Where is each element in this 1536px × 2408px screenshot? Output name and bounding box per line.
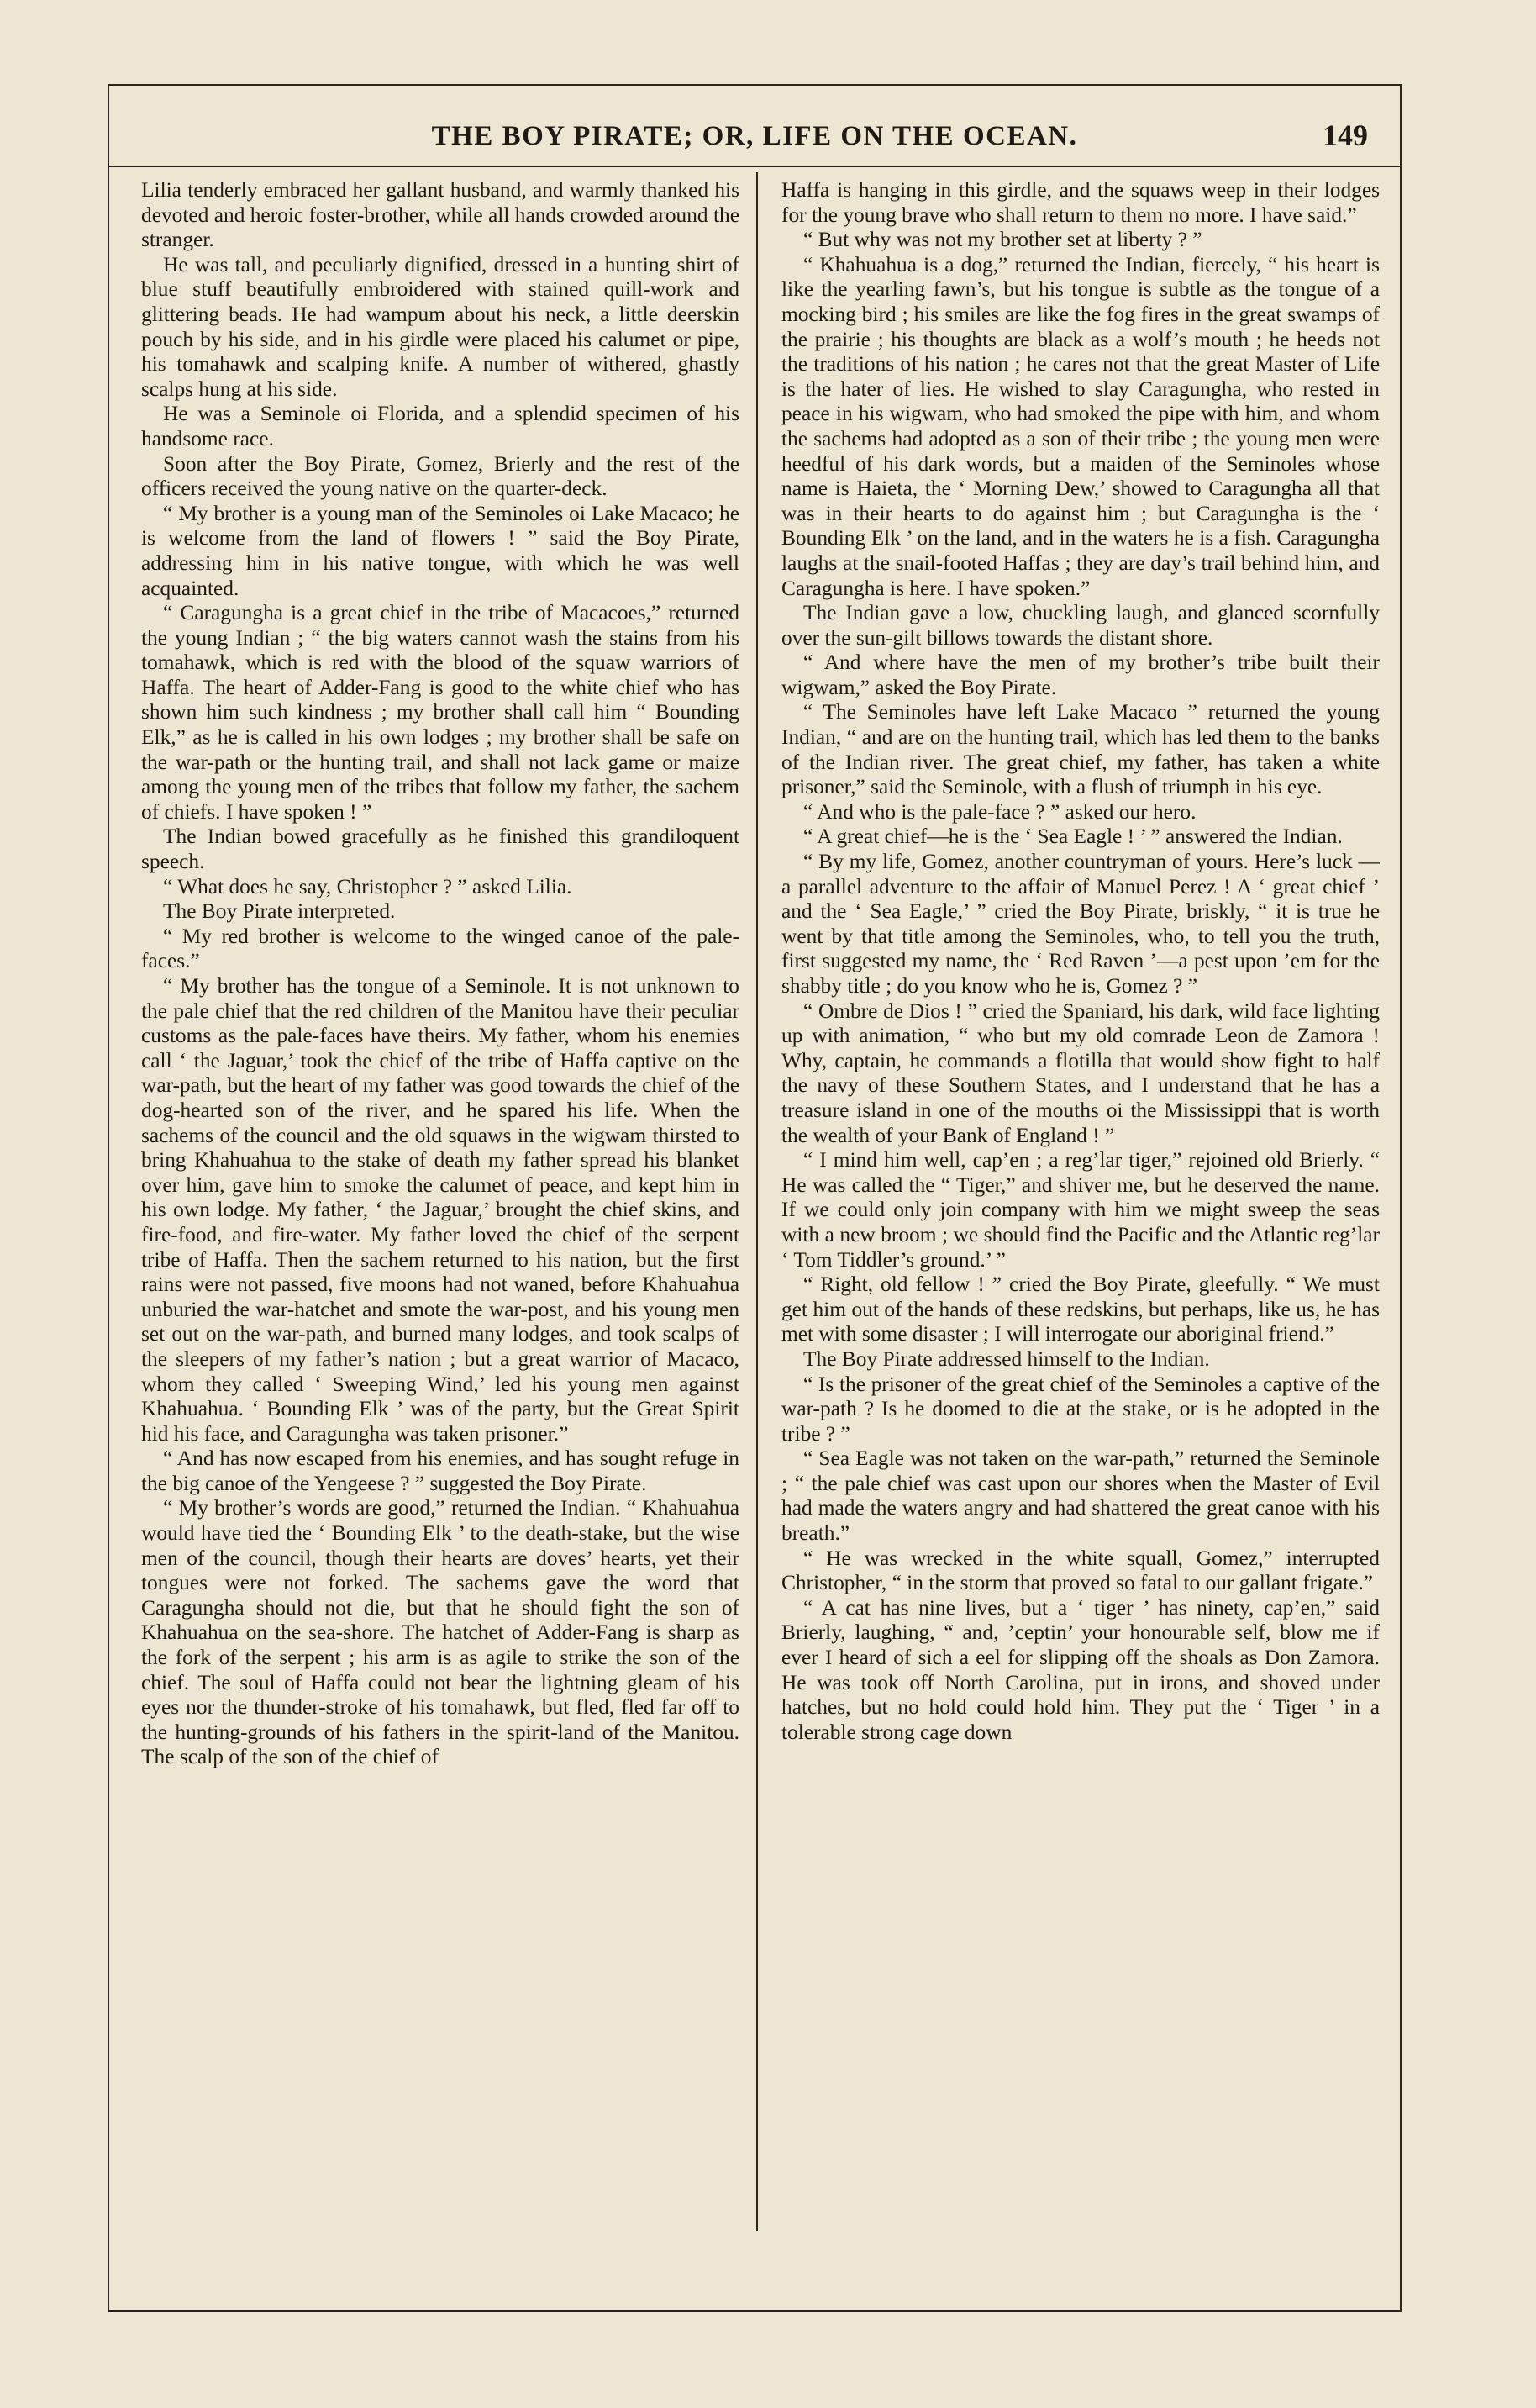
paragraph: The Boy Pirate addressed himself to the Indian. [803,1346,1210,1371]
paragraph: “ And where have the men of my brother’s tribe built their wigwam,” asked the Boy Pirate. [781,651,1380,699]
paragraph: “ Is the prisoner of the great chief of the Seminoles a captive of the war-path ? Is he doomed to die at the stake, or is he adopted in the tribe ? ” [781,1372,1380,1446]
paragraph: Lilia tenderly embraced her gallant husband, and warmly thanked his devoted and heroic foster-brother, while all hands crowded around the stranger. [141,178,739,252]
paragraph: Soon after the Boy Pirate, Gomez, Brierly and the rest of the officers received the young native on the quarter-deck. [141,451,739,501]
paragraph: “ He was wrecked in the white squall, Gomez,” interrupted Christopher, “ in the storm that proved so fatal to our gallant frigate.” [781,1546,1380,1595]
paragraph: “ A great chief—he is the ‘ Sea Eagle ! ’ ” answered the Indian. [803,825,1343,849]
paragraph: The Indian bowed gracefully as he finished this grandiloquent speech. [141,825,739,874]
bottom-rule [108,2310,1402,2312]
page-title: THE BOY PIRATE; OR, LIFE ON THE OCEAN. [431,121,1078,151]
paragraph: The Indian gave a low, chuckling laugh, and glanced scornfully over the sun-gilt billows towards the distant shore. [781,601,1380,650]
header-rule [108,166,1402,167]
column-divider [756,172,758,2231]
paragraph: He was tall, and peculiarly dignified, dressed in a hunting shirt of blue stuff beautifully embroidered with stained quill-work and glittering beads. He had wampum about his neck, a little deerskin pouch by his side, and in his girdle were placed his calumet or pipe, his tomahawk and scalping knife. A number of withered, ghastly scalps hung at his side. [141,252,739,401]
paragraph: “ And who is the pale-face ? ” asked our hero. [803,799,1197,824]
paragraph: “ Caragungha is a great chief in the tribe of Macacoes,” returned the young Indian ; “ the big waters cannot wash the stains from his tomahawk, which is red with the blood of the squaw warriors of Haffa. The heart of Adder-Fang is good to the white chief who has shown him such kindness ; my brother shall call him “ Bounding Elk,” as he is called in his own lodges ; my brother shall be safe on the war-path or the hunting trail, and shall not lack game or maize among the young men of the tribes that follow my father, the sachem of chiefs. I have spoken ! ” [141,601,739,824]
paragraph: “ My red brother is welcome to the winged canoe of the pale-faces.” [141,924,739,973]
paragraph: “ Sea Eagle was not taken on the war-path,” returned the Seminole ; “ the pale chief was cast upon our shores when the Master of Evil had made the waters angry and had shattered the great canoe with his breath.” [781,1446,1380,1546]
paragraph: “ What does he say, Christopher ? ” asked Lilia. [163,874,572,898]
paragraph: “ And has now escaped from his enemies, and has sought refuge in the big canoe of the Yengeese ? ” suggested the Boy Pirate. [141,1446,739,1495]
right-column [781,178,1380,2229]
paragraph: “ Right, old fellow ! ” cried the Boy Pirate, gleefully. “ We must get him out of the hands of these redskins, but perhaps, like us, he has met with some disaster ; I will interrogate our aboriginal friend.” [781,1272,1380,1346]
paragraph: “ The Seminoles have left Lake Macaco ” returned the young Indian, “ and are on the hunting trail, which has led them to the banks of the Indian river. The great chief, my father, has taken a white prisoner,” said the Seminole, with a flush of triumph in his eye. [781,700,1380,799]
paragraph: “ My brother’s words are good,” returned the Indian. “ Khahuahua would have tied the ‘ Bounding Elk ’ to the death-stake, but the wise men of the council, though their hearts are doves’ hearts, yet their tongues were not forked. The sachems gave the word that Caragungha should not die, but that he should fight the son of Khahuahua on the sea-shore. The hatchet of Adder-Fang is sharp as the fork of the serpent ; his arm is as agile to strike the son of the chief. The soul of Haffa could not bear the lightning gleam of his eyes nor the thunder-stroke of his tomahawk, but fled, fled far off to the hunting-grounds of his fathers in the spirit-land of the Manitou. The scalp of the son of the chief of [141,1496,739,1769]
paragraph: He was a Seminole oi Florida, and a splendid specimen of his handsome race. [141,402,739,451]
paragraph: “ Ombre de Dios ! ” cried the Spaniard, his dark, wild face lighting up with animation, “ who but my old comrade Leon de Zamora ! Why, captain, he commands a flotilla that would show fight to half the navy of these Southern States, and I understand that he has a treasure island in one of the mouths oi the Mississippi that is worth the wealth of your Bank of England ! ” [781,999,1380,1147]
paragraph: “ My brother has the tongue of a Seminole. It is not unknown to the pale chief that the red children of the Manitou have their peculiar customs as the pale-faces have theirs. My father, whom his enemies call ‘ the Jaguar,’ took the chief of the tribe of Haffa captive on the war-path, but the heart of my father was good towards the chief of the dog-hearted son of the river, and he spared his life. When the sachems of the council and the old squaws in the wigwam thirsted to bring Khahuahua to the stake of death my father spread his blanket over him, gave him to smoke the calumet of peace, and kept him in his own lodge. My father, ‘ the Jaguar,’ brought the chief skins, and fire-food, and fire-water. My father loved the chief of the serpent tribe of Haffa. Then the sachem returned to his nation, but the first rains were not passed, five moons had not waned, before Khahuahua unburied the war-hatchet and smote the war-post, and his young men set out on the war-path, and burned many lodges, and took scalps of the sleepers of my father’s nation ; but a great warrior of Macaco, whom they called ‘ Sweeping Wind,’ led his young men against Khahuahua. ‘ Bounding Elk ’ was of the party, but the Great Spirit hid his face, and Caragungha was taken prisoner.” [141,974,739,1446]
paragraph: “ My brother is a young man of the Seminoles oi Lake Macaco; he is welcome from the land of flowers ! ” said the Boy Pirate, addressing him in his native tongue, with which he was well acquainted. [141,501,739,600]
paragraph: “ I mind him well, cap’en ; a reg’lar tiger,” rejoined old Brierly. “ He was called the “ Tiger,” and shiver me, but he deserved the name. If we could only join company with him we might sweep the seas with a new broom ; we should find the Pacific and the Atlantic reg’lar ‘ Tom Tiddler’s ground.’ ” [781,1148,1380,1272]
page-number: 149 [1323,119,1368,152]
paragraph: Haffa is hanging in this girdle, and the squaws weep in their lodges for the young brave who shall return to them no more. I have said.” [781,178,1380,227]
paragraph: “ Khahuahua is a dog,” returned the Indian, fiercely, “ his heart is like the yearling fawn’s, but his tongue is subtle as the tongue of a mocking bird ; his smiles are like the fog fires in the great swamps of the prairie ; his thoughts are black as a wolf’s mouth ; he heeds not the traditions of his nation ; he cares not that the great Master of Life is the hater of lies. He wished to slay Caragungha, who rested in peace in his wigwam, who had smoked the pipe with him, and whom the sachems had adopted as a son of their tribe ; the young men were heedful of his dark words, but a maiden of the Seminoles whose name is Haieta, the ‘ Morning Dew,’ showed to Caragungha all that was in their hearts to do against him ; but Caragungha is the ‘ Bounding Elk ’ on the land, and in the waters he is a fish. Caragungha laughs at the snail-footed Haffas ; they are day’s trail behind him, and Caragungha is here. I have spoken.” [781,252,1380,600]
paragraph: “ By my life, Gomez, another countryman of yours. Here’s luck — a parallel adventure to the affair of Manuel Perez ! A ‘ great chief ’ and the ‘ Sea Eagle,’ ” cried the Boy Pirate, briskly, “ it is true he went by that title among the Seminoles, who, to tell you the truth, first suggested my name, the ‘ Red Raven ’—a pest upon ’em for the shabby title ; do you know who he is, Gomez ? ” [781,850,1380,998]
paragraph: “ A cat has nine lives, but a ‘ tiger ’ has ninety, cap’en,” said Brierly, laughing, “ and, ’ceptin’ your honourable self, blow me if ever I heard of sich a eel for slipping off the shoals as Don Zamora. He was took off North Carolina, put in irons, and shoved under hatches, but no hold could hold him. They put the ‘ Tiger ’ in a tolerable strong cage down [781,1595,1380,1744]
running-header [108,114,1402,165]
paragraph: “ But why was not my brother set at liberty ? ” [803,228,1202,252]
paragraph: The Boy Pirate interpreted. [163,899,396,924]
left-column [141,178,739,2229]
